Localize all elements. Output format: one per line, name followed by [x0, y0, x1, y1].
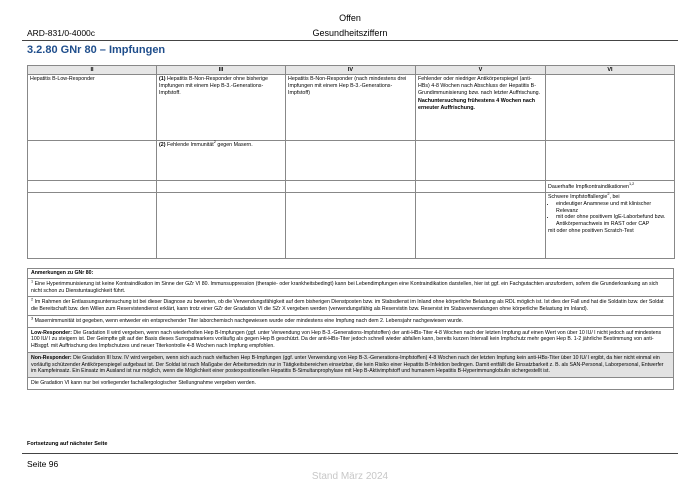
- document-title: Gesundheitsziffern: [312, 28, 388, 38]
- continued-note: Fortsetzung auf nächster Seite: [27, 441, 108, 447]
- cell-antibody-level: [416, 75, 546, 141]
- cell-empty: [157, 193, 286, 259]
- table-header-row: [28, 66, 675, 75]
- cell-empty: [28, 193, 157, 259]
- column-header-ii: II: [28, 66, 157, 75]
- cell-empty: [416, 193, 546, 259]
- note-low-responder: [27, 328, 674, 353]
- gradation-table: [27, 65, 675, 259]
- table-row: [28, 181, 675, 193]
- cell-text: Hepatitis B-Non-Responder ohne bisherige Impfungen mit einem Hep B-3.-Generations-Impfstoff.: [159, 76, 268, 96]
- footnote-marker: 3: [31, 316, 34, 321]
- note-text: Masernimmunität ist gegeben, wenn entweder ein entsprechender Titer laborchemisch nachgewiesen wurde oder mindestens eine Impfung nach dem 2. Lebensjahr nachgewiesen wurde.: [33, 317, 464, 324]
- table-row: [28, 75, 675, 141]
- cell-empty: [286, 193, 416, 259]
- cell-empty: [286, 181, 416, 193]
- cell-text: Fehlende Immunität: [166, 142, 214, 149]
- cell-text: Dauerhafte Impfkontraindikationen: [548, 184, 629, 191]
- cell-empty: [546, 141, 675, 181]
- cell-empty: [546, 75, 675, 141]
- follow-up-note: Nachuntersuchung frühestens 4 Wochen nach erneuter Auffrischung.: [418, 98, 536, 112]
- section-title: 3.2.80 GNr 80 – Impfungen: [27, 44, 166, 56]
- column-header-iv: IV: [286, 66, 416, 75]
- table-row: [28, 193, 675, 259]
- note-label: Low-Responder:: [31, 329, 72, 336]
- notes-section: [27, 268, 674, 390]
- item-number: (1): [159, 76, 166, 83]
- cell-non-responder-1: [157, 75, 286, 141]
- note-text: Die Gradation III bzw. IV wird vergeben, wenn sich auch nach vielfachen Hep B-Impfungen (ggf. unter Verwendung von Hep B-3.-Generations-Impfstoffen) 4-8 Wochen nach der letzten Impfung kein anti-HBs-Titer über 10 IU/ l ergibt, da hier nicht einmal ein vorläufig schützender Antikörperspiegel aufgebaut ist. Der Soldat ist nach Maßgabe der Arbeitsmedizin nur in Tätigkeitsbereichen einsetzbar, die kein Risiko einer Hepatitis B-Infektion bedingen. Damit entfällt die Einsatzbarkeit z. B. als SAN-Personal, Laborpersonal, Entwerfer im Kampfeinsatz. Ein Einsatz im Ausland ist nur möglich, wenn die Möglichkeit einer postexpositionellen Hepatitis B-Simultanprophylaxe mit Hep B-Aktivimpfstoff und humanem Hepatitis B-Hyperimmunglobulin sichergestellt ist.: [31, 354, 664, 375]
- note-text: Die Gradation II wird vergeben, wenn nach wiederholten Hep B-Impfungen (ggf. unter Verwendung von Hep B-3.-Generations-Impfstoffen) der anti-HBs-Titer 4-8 Wochen nach der letzten Impfung auf einen Wert von über 10 IU/ l nicht jedoch auf mindestens 100 IU/ l zu steigern ist. Der Geimpfte gilt auf der Basis dieses Surrogatmarkers vorläufig als gegen Hep B geschützt. Da der anti-HBs-Titer jedoch schnell wieder abfallen kann, bereits kurzen Intervall kein Impfschutz mehr gegen Hep B. 1-2 jährliche Bestimmung von anti-HBsggf. mit Auffrischung des Impfschutzes und neuer Titerkontrolle 4-8 Wochen nach Impfung empfohlen.: [31, 329, 662, 349]
- column-header-v: V: [416, 66, 546, 75]
- column-header-vi: VI: [546, 66, 675, 75]
- cell-empty: [28, 141, 157, 181]
- column-header-iii: III: [157, 66, 286, 75]
- cell-measles: [157, 141, 286, 181]
- note-text: Eine Hyperimmunisierung ist keine Kontraindikation im Sinne der GZr VI 80. Immunsuppression (therapie- oder krankheitsbedingt) kann bei Lebendimpfungen eine Kontraindikation darstellen, hier ist ggf. ein Fachgutachten anzufordern, sofern die Grunderkrankung an sich nicht schon zu Dienstuntauglichkeit führt.: [31, 280, 659, 294]
- list-item: • eindeutiger Anamnese und mit klinischer Relevanz: [556, 201, 672, 215]
- notes-heading: Anmerkungen zu GNr 80:: [27, 268, 674, 279]
- note-label: Non-Responder:: [31, 354, 72, 361]
- footnote-ref: 2: [607, 192, 610, 197]
- note-3: [27, 316, 674, 328]
- item-number: (2): [159, 142, 166, 149]
- note-gradation-vi: Die Gradation VI kann nur bei vorliegender fachallergologischer Stellungnahme vergeben werden.: [27, 378, 674, 390]
- list-item: • mit oder ohne positivem IgE-Laborbefund bzw. Antikörpernachweis im RAST oder CAP: [556, 214, 672, 228]
- header-rule: [22, 40, 678, 41]
- cell-vaccine-allergy: [546, 193, 675, 259]
- footer-rule: [22, 453, 678, 454]
- cell-non-responder-3-doses: Hepatitis B-Non-Responder (nach mindestens drei Impfungen mit einem Hep B-3.-Generations-Impfstoff): [286, 75, 416, 141]
- cell-text: Fehlender oder niedriger Antikörperspiegel (anti-HBs) 4-8 Wochen nach Abschluss der Hepatitis B-Grundimmunisierung bzw. nach letzter Auffrischung.: [418, 76, 541, 96]
- cell-empty: [286, 141, 416, 181]
- cell-text: gegen Masern.: [215, 142, 253, 149]
- footnote-marker: 1: [31, 279, 34, 284]
- footnote-ref: 1,2: [628, 182, 635, 187]
- allergy-criteria-list: [548, 201, 672, 228]
- note-2: [27, 297, 674, 316]
- footnote-ref: 2: [213, 140, 216, 145]
- cell-contraindications: [546, 181, 675, 193]
- cell-empty: [28, 181, 157, 193]
- cell-text: mit oder ohne positiven Scratch-Test: [548, 227, 634, 234]
- cell-empty: [416, 141, 546, 181]
- note-non-responder: [27, 353, 674, 378]
- cell-empty: [416, 181, 546, 193]
- version-stamp: Stand März 2024: [311, 471, 389, 482]
- document-id: ARD-831/0-4000c: [27, 28, 96, 38]
- cell-empty: [157, 181, 286, 193]
- cell-text: Schwere Impfstoffallergie: [548, 194, 608, 201]
- note-1: [27, 279, 674, 298]
- cell-text: , bei: [609, 194, 620, 201]
- cell-low-responder: Hepatitis B-Low-Responder: [28, 75, 157, 141]
- classification-label: Offen: [339, 13, 361, 23]
- note-text: Im Rahmen der Entlassungsuntersuchung ist bei dieser Diagnose zu bewerten, ob die Verwendungsfähigkeit auf dem bisherigen Dienstposten bzw. im Stabsdienst im Inland ohne körperliche Belastung als RDL möglich ist. Ist dies der Fall und hat die Soldatin bzw. der Soldat die Bereitschaft bzw. den Willen zum Reservistendienst erklärt, kann trotz einer GZr der Gradation VI die SZr X vergeben werden (verwendungsfähig als Reservistin bzw. Reservist im Stabsverwendungen ohne körperliche Belastung im Inland).: [31, 299, 664, 312]
- footnote-marker: 2: [31, 297, 34, 302]
- table-row: [28, 141, 675, 181]
- page-number: Seite 96: [27, 459, 59, 469]
